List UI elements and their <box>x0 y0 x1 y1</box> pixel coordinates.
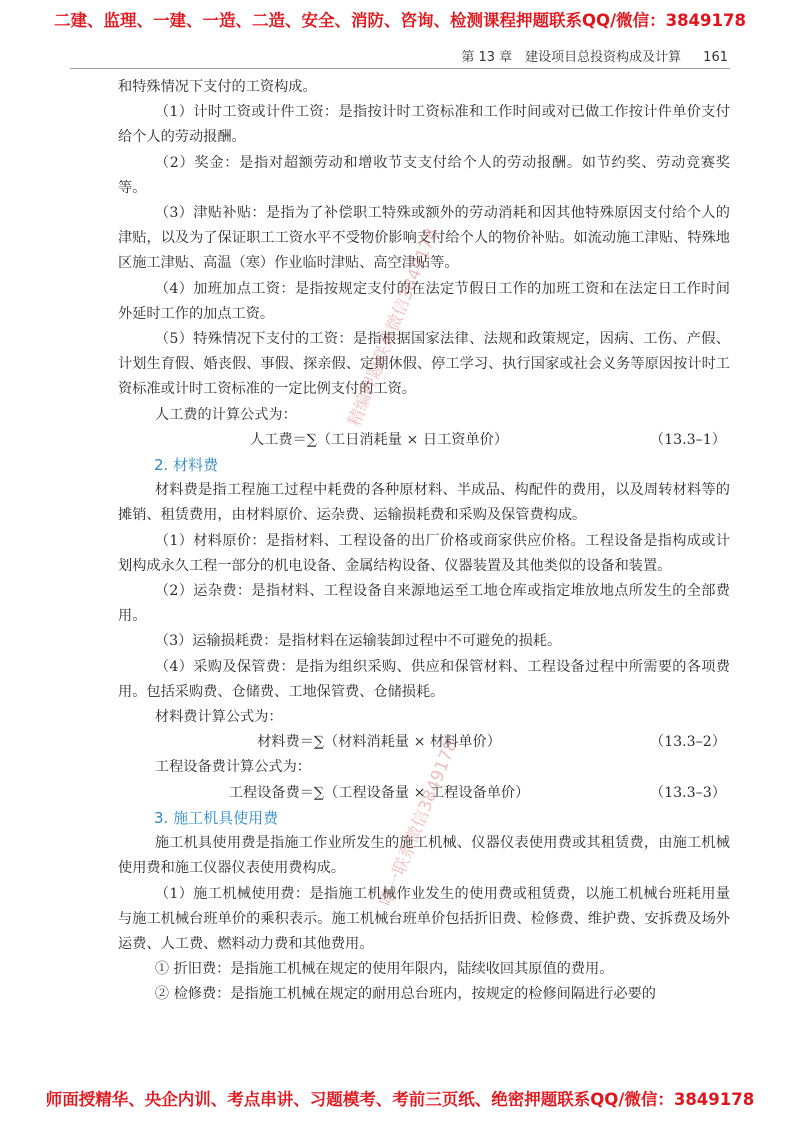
paragraph: （3）运输损耗费：是指材料在运输装卸过程中不可避免的损耗。 <box>154 633 562 650</box>
formula-13-3-2 <box>118 730 730 755</box>
paragraph: ② 检修费：是指施工机械在规定的耐用总台班内，按规定的检修间隔进行必要的 <box>154 986 656 1003</box>
paragraph: （2）奖金：是指对超额劳动和增收节支支付给个人的劳动报酬。如节约奖、劳动竞赛奖等。 <box>118 154 730 196</box>
chapter-title: 第 13 章 建设项目总投资构成及计算 <box>461 50 682 65</box>
section-heading: 2. 材料费 <box>154 456 219 475</box>
header-banner: 二建、监理、一建、一造、二造、安全、消防、咨询、检测课程押题联系QQ/微信：3849178 <box>54 11 746 30</box>
paragraph: （1）计时工资或计件工资：是指按计时工资标准和工作时间或对已做工作按计件单价支付给个人的劳动报酬。 <box>118 104 730 146</box>
paragraph: （5）特殊情况下支付的工资：是指根据国家法律、法规和政策规定，因病、工伤、产假、计划生育假、婚丧假、事假、探亲假、定期休假、停工学习、执行国家或社会义务等原因按计时工资标准或计时工资标准的一定比例支付的工资。 <box>118 331 730 398</box>
paragraph: （2）运杂费：是指材料、工程设备自来源地运至工地仓库或指定堆放地点所发生的全部费用。 <box>118 583 730 625</box>
paragraph: 施工机具使用费是指施工作业所发生的施工机械、仪器仪表使用费或其租赁费，由施工机械使用费和施工仪器仪表使用费构成。 <box>118 835 730 877</box>
formula-text: 人工费＝∑（工日消耗量 × 日工资单价） <box>249 431 509 448</box>
page-body <box>118 75 730 1008</box>
running-head <box>461 46 728 65</box>
paragraph: （3）津贴补贴：是指为了补偿职工特殊或额外的劳动消耗和因其他特殊原因支付给个人的津贴，以及为了保证职工工资水平不受物价影响支付给个人的物价补贴。如流动施工津贴、特殊地区施工津贴、高温（寒）作业临时津贴、高空津贴等。 <box>118 205 730 272</box>
section-heading: 3. 施工机具使用费 <box>154 808 279 827</box>
paragraph: ① 折旧费：是指施工机械在规定的使用年限内，陆续收回其原值的费用。 <box>154 961 614 978</box>
paragraph: 和特殊情况下支付的工资构成。 <box>118 79 317 95</box>
formula-number: （13.3–1） <box>649 431 726 448</box>
formula-text: 工程设备费＝∑（工程设备量 × 工程设备单价） <box>228 784 530 801</box>
paragraph: 工程设备费计算公式为： <box>154 759 311 776</box>
formula-number: （13.3–3） <box>649 784 726 801</box>
paragraph: （1）材料原价：是指材料、工程设备的出厂价格或商家供应价格。工程设备是指构成或计划构成永久工程一部分的机电设备、金属结构设备、仪器装置及其他类似的设备和装置。 <box>118 532 730 574</box>
paragraph: （4）采购及保管费：是指为组织采购、供应和保管材料、工程设备过程中所需要的各项费用。包括采购费、仓储费、工地保管费、仓储损耗。 <box>118 658 730 700</box>
watermark: 唯一联系微信3849178 <box>376 737 462 910</box>
formula-text: 材料费＝∑（材料消耗量 × 材料单价） <box>257 734 501 751</box>
page-number: 161 <box>703 50 728 65</box>
watermark: 精编押题联系微信3849178 <box>344 225 443 430</box>
formula-13-3-1 <box>118 428 730 453</box>
formula-number: （13.3–2） <box>649 734 726 751</box>
paragraph: 材料费计算公式为： <box>154 709 283 726</box>
paragraph: （4）加班加点工资：是指按规定支付的在法定节假日工作的加班工资和在法定日工作时间外延时工作的加点工资。 <box>118 280 730 322</box>
paragraph: 材料费是指工程施工过程中耗费的各种原材料、半成品、构配件的费用，以及周转材料等的摊销、租赁费用，由材料原价、运杂费、运输损耗费和采购及保管费构成。 <box>118 482 730 524</box>
header-rule <box>70 68 730 69</box>
paragraph: 人工费的计算公式为： <box>154 406 297 423</box>
paragraph: （1）施工机械使用费：是指施工机械作业发生的使用费或租赁费，以施工机械台班耗用量与施工机械台班单价的乘积表示。施工机械台班单价包括折旧费、检修费、维护费、安拆费及场外运费、人工费、燃料动力费和其他费用。 <box>118 885 730 952</box>
footer-banner: 师面授精华、央企内训、考点串讲、习题模考、考前三页纸、绝密押题联系QQ/微信：3849178 <box>45 1090 755 1109</box>
